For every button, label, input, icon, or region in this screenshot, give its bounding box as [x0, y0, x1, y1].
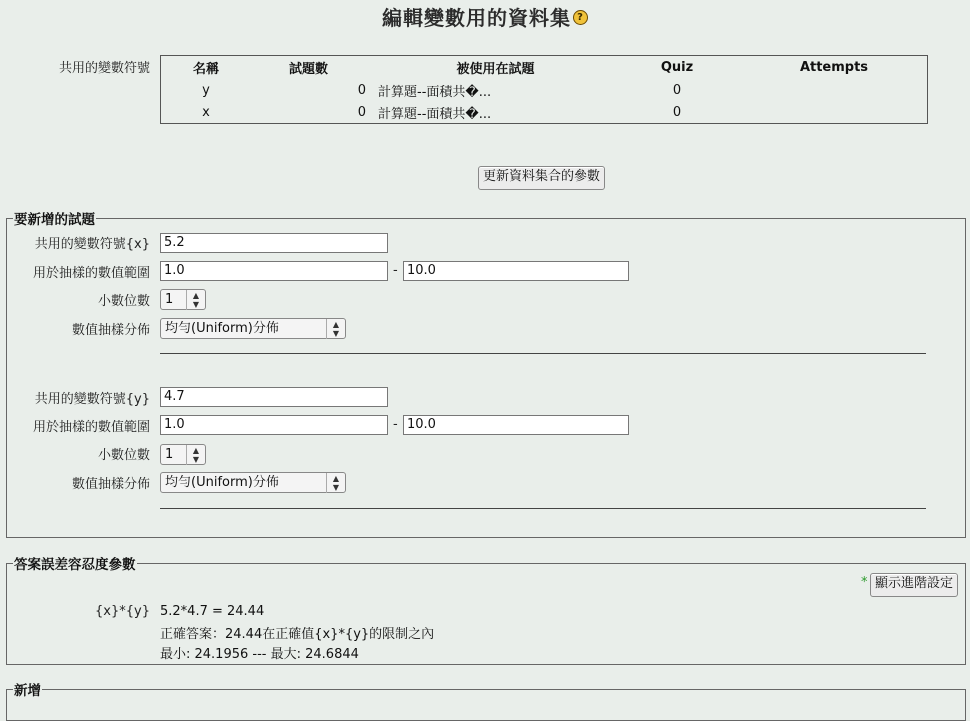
- add-legend: 新增: [14, 683, 41, 699]
- shared-vars-label: 共用的變數符號: [58, 61, 150, 76]
- dist-x-value: 均勻(Uniform)分佈: [165, 321, 279, 336]
- tolerance-legend: 答案誤差容忍度參數: [14, 557, 136, 573]
- col-header-quiz: Quiz: [660, 60, 694, 75]
- formula-result: 5.2*4.7 = 24.44: [160, 604, 265, 619]
- required-star: *: [861, 575, 868, 590]
- dist-x-select[interactable]: [160, 318, 346, 339]
- range-x-separator: -: [393, 263, 398, 278]
- cell-attempts: [741, 102, 927, 124]
- page-title: [0, 2, 970, 31]
- param-x-input[interactable]: 5.2: [160, 233, 388, 253]
- col-header-used-in: 被使用在試題: [456, 62, 535, 77]
- cell-quiz: 0: [672, 83, 682, 98]
- decimals-x-label: 小數位數: [97, 294, 150, 309]
- param-y-input[interactable]: 4.7: [160, 387, 388, 407]
- dist-y-value: 均勻(Uniform)分佈: [165, 475, 279, 490]
- range-x-max-input[interactable]: 10.0: [403, 261, 629, 281]
- decimals-y-select[interactable]: [160, 444, 206, 465]
- cell-count: 0: [357, 83, 366, 98]
- new-items-legend: 要新增的試題: [14, 212, 95, 228]
- updown-arrow-icon: ▲ ▼: [186, 290, 205, 310]
- decimals-y-value: 1: [165, 447, 174, 462]
- decimals-y-label: 小數位數: [97, 448, 150, 463]
- param-y-label: 共用的變數符號{y}: [34, 392, 150, 407]
- range-x-min-input[interactable]: 1.0: [160, 261, 388, 281]
- range-x-label: 用於抽樣的數值範圍: [32, 266, 150, 281]
- update-dataset-button[interactable]: 更新資料集合的參數: [478, 166, 605, 190]
- dist-y-select[interactable]: [160, 472, 346, 493]
- correct-answer-text: 正確答案：24.44在正確值{x}*{y}的限制之內: [160, 627, 435, 642]
- col-header-attempts: Attempts: [799, 60, 869, 75]
- updown-arrow-icon: ▲ ▼: [326, 319, 345, 339]
- param-x-label: 共用的變數符號{x}: [34, 237, 150, 252]
- shared-vars-table: [160, 55, 928, 124]
- tolerance-fieldset: [6, 553, 966, 665]
- decimals-x-select[interactable]: [160, 289, 206, 310]
- cell-used-in: 計算題--面積共�...: [378, 107, 492, 122]
- show-advanced-button[interactable]: 顯示進階設定: [870, 573, 958, 597]
- page-title-text: 編輯變數用的資料集: [382, 6, 571, 30]
- cell-attempts: [741, 80, 927, 102]
- cell-name: x: [202, 105, 210, 120]
- separator-line: [160, 508, 926, 509]
- col-header-count: 試題數: [288, 62, 328, 77]
- updown-arrow-icon: ▲ ▼: [326, 473, 345, 493]
- new-items-fieldset: [6, 208, 966, 538]
- formula-label: {x}*{y}: [95, 604, 150, 619]
- add-fieldset: [6, 679, 966, 721]
- separator-line: [160, 353, 926, 354]
- min-max-text: 最小: 24.1956 --- 最大: 24.6844: [160, 647, 359, 662]
- cell-quiz: 0: [672, 105, 682, 120]
- cell-used-in: 計算題--面積共�...: [378, 85, 492, 100]
- dist-x-label: 數值抽樣分佈: [71, 323, 150, 338]
- cell-name: y: [202, 83, 210, 98]
- range-y-max-input[interactable]: 10.0: [403, 415, 629, 435]
- decimals-x-value: 1: [165, 292, 174, 307]
- range-y-separator: -: [393, 417, 398, 432]
- col-header-name: 名稱: [192, 62, 219, 77]
- dist-y-label: 數值抽樣分佈: [71, 477, 150, 492]
- table-row: [161, 80, 927, 102]
- table-row: [161, 102, 927, 124]
- cell-count: 0: [357, 105, 366, 120]
- table-header-row: [161, 56, 927, 80]
- updown-arrow-icon: ▲ ▼: [186, 445, 205, 465]
- range-y-min-input[interactable]: 1.0: [160, 415, 388, 435]
- help-icon[interactable]: ?: [573, 10, 588, 25]
- range-y-label: 用於抽樣的數值範圍: [32, 420, 150, 435]
